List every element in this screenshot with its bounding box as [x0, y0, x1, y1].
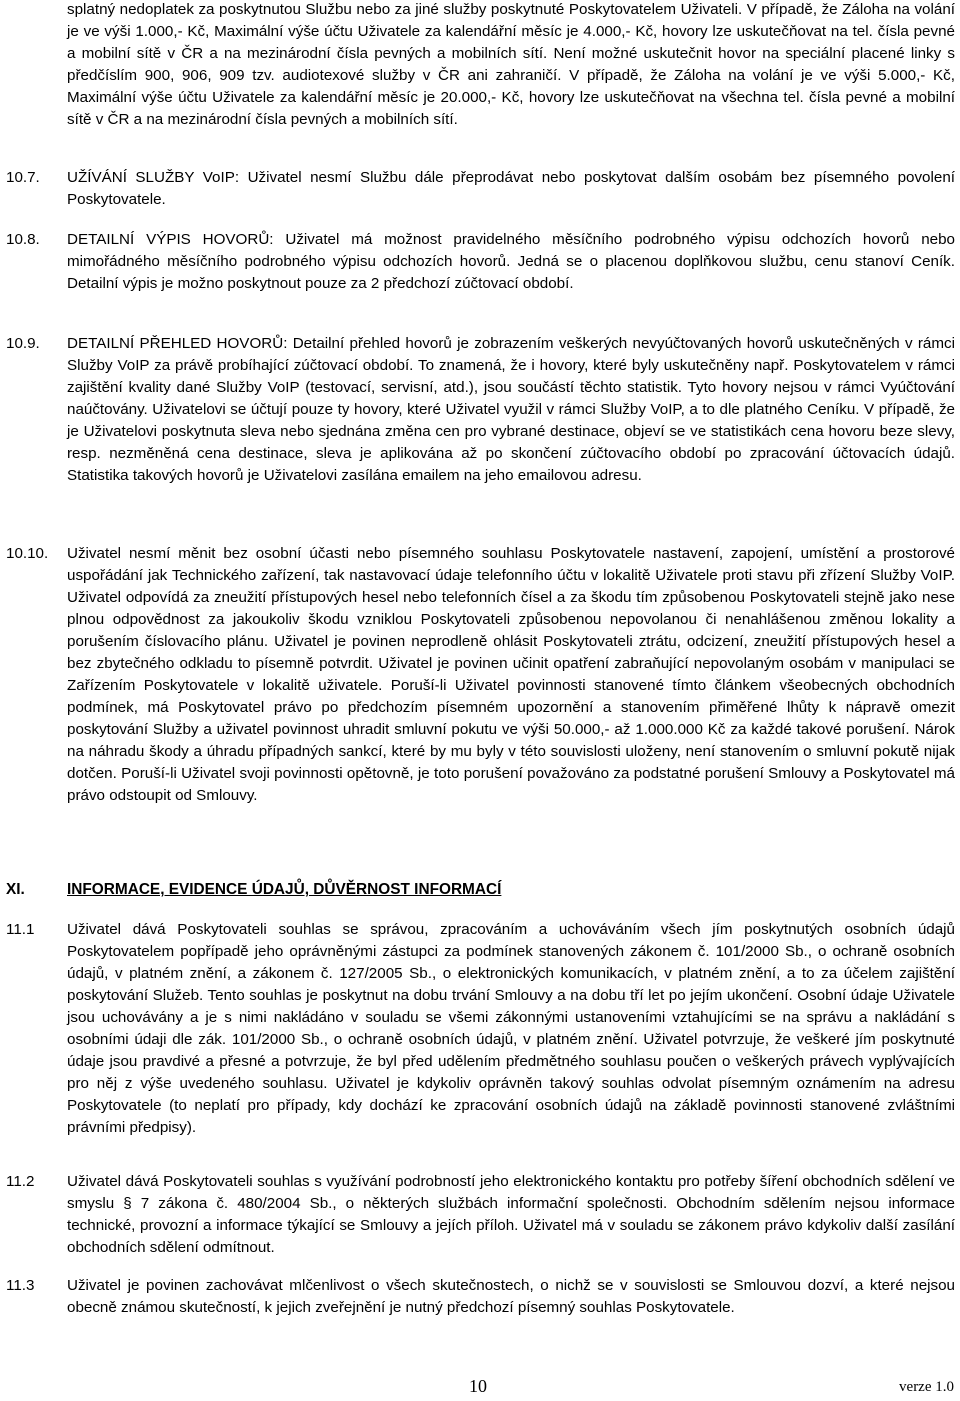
- paragraph-number: 10.7.: [6, 169, 40, 186]
- paragraph-text: splatný nedoplatek za poskytnutou Službu nebo za jiné služby poskytnuté Poskytovatelem Uživateli. V případě, že Záloha na volání je ve výši 1.000,- Kč, Maximální výše účtu Uživatele za kalendářní měsíc je 4.000,- Kč, hovory lze uskutečňovat na tel. čísla pevné a mobilní sítě v ČR a na mezinárodní čísla pevných a mobilních sítí. Není možné uskutečnit hovor na speciální placené linky s předčíslím 900, 906, 909 tzv. audiotexové služby v ČR ani zahraničí. V případě, že Záloha na volání je ve výši 5.000,- Kč, Maximální výše účtu Uživatele za kalendářní měsíc je 20.000,- Kč, hovory lze uskutečňovat na všechna tel. čísla pevné a mobilní sítě v ČR a na mezinárodní čísla pevných a mobilních sítí.: [67, 1, 955, 128]
- section-title: INFORMACE, EVIDENCE ÚDAJŮ, DŮVĚRNOST INFORMACÍ: [67, 881, 502, 898]
- paragraph-number: 10.8.: [6, 231, 40, 248]
- paragraph-number: 11.3: [6, 1277, 35, 1294]
- paragraph-number: 11.1: [6, 921, 35, 938]
- paragraph-text: Uživatel dává Poskytovateli souhlas se správou, zpracováním a uchováváním všech jím poskytnutých osobních údajů Poskytovatelem popřípadě jeho oprávněnými zástupci za podmínek stanovených zákonem č. 101/2000 Sb., o ochraně osobních údajů, v platném znění, a zákonem č. 127/2005 Sb., o elektronických komunikacích, v platném znění, a to za účelem zajištění poskytování Služeb. Tento souhlas je poskytnut na dobu trvání Smlouvy a na dobu tří let po jejím ukončení. Osobní údaje Uživatele jsou uchovávány a je s nimi nakládáno v souladu se všemi zákonnými ustanoveními vztahujícími se na správu a nakládání s osobními údaji dle zák. 101/2000 Sb., o ochraně osobních údajů, v platném znění. Uživatel potvrzuje, že veškeré jím poskytnuté údaje jsou pravdivé a přesné a potvrzuje, že byl před udělením předmětného souhlasu poučen o veškerých právech vyplývajících pro něj z výše uvedeného souhlasu. Uživatel je kdykoliv oprávněn takový souhlas odvolat písemným oznámením na adresu Poskytovatele (to neplatí pro případy, kdy dochází ke zpracování osobních údajů na základě povinnosti stanovené zvláštními právními předpisy).: [67, 921, 955, 1136]
- paragraph-number: 10.9.: [6, 335, 40, 352]
- paragraph-text: DETAILNÍ PŘEHLED HOVORŮ: Detailní přehled hovorů je zobrazením veškerých nevyúčtovaných hovorů uskutečněných v rámci Služby VoIP za právě probíhající zúčtovací období. To znamená, že i hovory, které byly uskutečněny např. Poskytovatelem v rámci zajištění kvality dané Služby VoIP (testovací, servisní, atd.), jsou součástí těchto statistik. Tyto hovory nejsou v rámci Vyúčtování naúčtovány. Uživatelovi se účtují pouze ty hovory, které Uživatel využil v rámci Služby VoIP, a to dle platného Ceníku. V případě, že je Uživatelovi poskytnuta sleva nebo sjednána změna cen pro vybrané destinace, objeví se ve statistikách cena hovoru beze slevy, resp. nezměněná cena destinace, sleva je aplikována až po skončení zúčtovacího období po zpracování účtovacích údajů. Statistika takových hovorů je Uživatelovi zasílána emailem na jeho emailovou adresu.: [67, 335, 955, 484]
- version-label: verze 1.0: [899, 1379, 954, 1395]
- section-number: XI.: [6, 881, 25, 898]
- paragraph-text: Uživatel dává Poskytovateli souhlas s využívání podrobností jeho elektronického kontaktu pro potřeby šíření obchodních sdělení ve smyslu § 7 zákona č. 480/2004 Sb., o některých službách informační společnosti. Obchodním sdělením nejsou informace technické, provozní a informace týkající se Smlouvy a jejích příloh. Uživatel má v souladu se zákonem právo kdykoliv další zasílání obchodních sdělení odmítnout.: [67, 1173, 955, 1256]
- paragraph-text: Uživatel nesmí měnit bez osobní účasti nebo písemného souhlasu Poskytovatele nastavení, zapojení, umístění a prostorové uspořádání jak Technického zařízení, tak nastavovací údaje telefonního účtu v lokalitě Uživatele proti stavu při zřízení Služby VoIP. Uživatel odpovídá za zneužití přístupových hesel nebo telefonních čísel a za škodu tím způsobenou Poskytovateli stejně jako nese plnou odpovědnost za jakoukoliv škodu vzniklou Poskytovateli způsobenou nepovolanou či nenahlášenou změnou lokality a porušením číslovacího plánu. Uživatel je povinen neprodleně ohlásit Poskytovateli ztrátu, odcizení, zneužití přístupových hesel a bez zbytečného odkladu to písemně potvrdit. Uživatel je povinen učinit opatření zabraňující nepovolaným osobám v manipulaci se Zařízením Poskytovatele v lokalitě uživatele. Poruší-li Uživatel povinnosti stanovené tímto článkem všeobecných obchodních podmínek, má Poskytovatel právo po předchozím písemném upozornění a stanovením přiměřené lhůty k nápravě omezit poskytování Služby a uživatel povinnost uhradit smluvní pokutu ve výši 50.000,- až 1.000.000 Kč za každé takové porušení. Nárok na náhradu škody a úhradu případných sankcí, které by mu byly v této souvislosti uloženy, není stanovením o smluvní pokutě nijak dotčen. Poruší-li Uživatel svoji povinnosti opětovně, je toto porušení považováno za podstatné porušení Smlouvy a Poskytovatel má právo odstoupit od Smlouvy.: [67, 545, 955, 804]
- paragraph-number: 11.2: [6, 1173, 35, 1190]
- paragraph-number: 10.10.: [6, 545, 49, 562]
- paragraph-text: UŽÍVÁNÍ SLUŽBY VoIP: Uživatel nesmí Službu dále přeprodávat nebo poskytovat dalším osobám bez písemného povolení Poskytovatele.: [67, 169, 955, 208]
- paragraph-text: DETAILNÍ VÝPIS HOVORŮ: Uživatel má možnost pravidelného měsíčního podrobného výpisu odchozích hovorů nebo mimořádného měsíčního podrobného výpisu odchozích hovorů. Jedná se o placenou doplňkovou službu, cenu stanoví Ceník. Detailní výpis je možno poskytnout pouze za 2 předchozí zúčtovací období.: [67, 231, 955, 292]
- paragraph-text: Uživatel je povinen zachovávat mlčenlivost o všech skutečnostech, o nichž se v souvislosti se Smlouvou dozví, a které nejsou obecně známou skutečností, k jejich zveřejnění je nutný předchozí písemný souhlas Poskytovatele.: [67, 1277, 955, 1316]
- page-number: 10: [469, 1376, 487, 1396]
